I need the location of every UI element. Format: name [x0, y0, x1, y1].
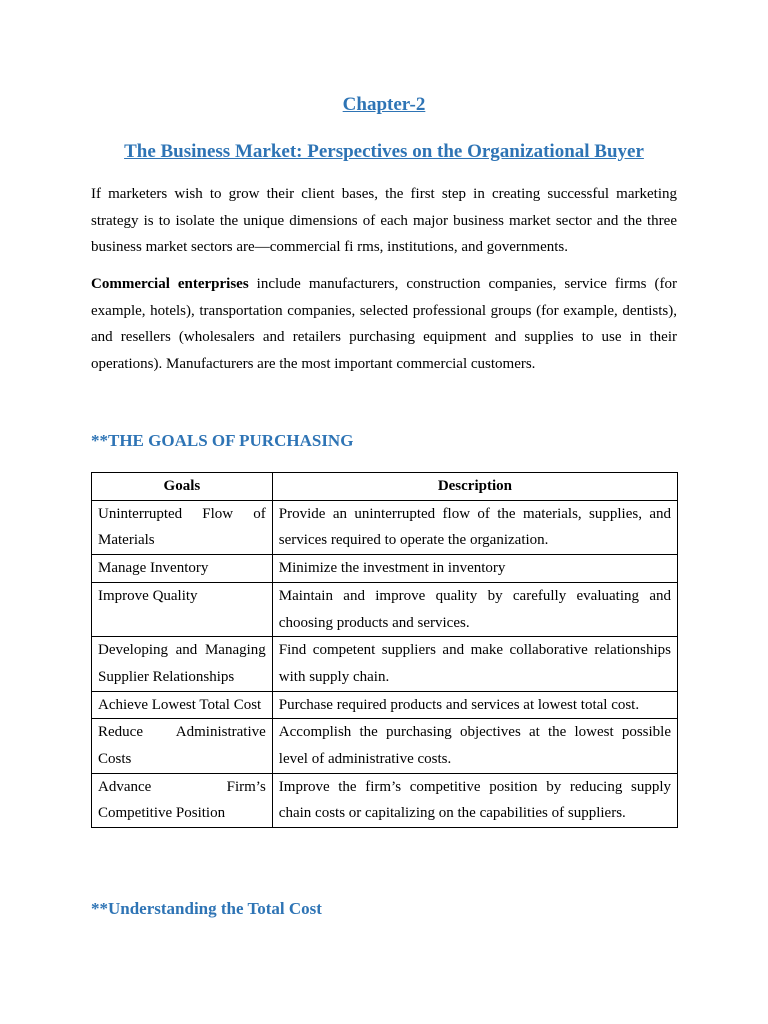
goal-cell: Developing and Managing Supplier Relationships — [92, 637, 273, 691]
commercial-enterprises-term: Commercial enterprises — [91, 276, 249, 292]
description-cell: Minimize the investment in inventory — [272, 555, 677, 583]
goal-cell: Manage Inventory — [92, 555, 273, 583]
description-column-header: Description — [272, 473, 677, 501]
goal-cell: Achieve Lowest Total Cost — [92, 691, 273, 719]
goal-cell: Uninterrupted Flow of Materials — [92, 500, 273, 554]
table-row — [92, 719, 678, 773]
commercial-enterprises-text: include manufacturers, construction companies, service firms (for example, hotels), transportation companies, selected professional groups (for example, dentists), and resellers (wholesalers and retailers purchasing equipment and supplies to use in their operations). Manufacturers are the most important commercial customers. — [91, 276, 678, 373]
goal-cell: Advance Firm’s Competitive Position — [92, 773, 273, 827]
description-cell: Provide an uninterrupted flow of the materials, supplies, and services required to operate the organization. — [272, 500, 677, 554]
table-row — [92, 637, 678, 691]
description-cell: Purchase required products and services at lowest total cost. — [272, 691, 677, 719]
description-cell: Improve the firm’s competitive position by reducing supply chain costs or capitalizing on the capabilities of suppliers. — [272, 773, 677, 827]
table-row — [92, 582, 678, 636]
description-cell: Find competent suppliers and make collaborative relationships with supply chain. — [272, 637, 677, 691]
goals-column-header: Goals — [92, 473, 273, 501]
goals-table — [91, 472, 678, 828]
description-cell: Accomplish the purchasing objectives at the lowest possible level of administrative costs. — [272, 719, 677, 773]
goals-of-purchasing-heading: **THE GOALS OF PURCHASING — [91, 431, 354, 450]
table-row — [92, 773, 678, 827]
description-cell: Maintain and improve quality by carefully evaluating and choosing products and services. — [272, 582, 677, 636]
table-row — [92, 500, 678, 554]
table-row — [92, 555, 678, 583]
table-header-row — [92, 473, 678, 501]
chapter-title: Chapter-2 — [342, 94, 426, 115]
intro-paragraph: If marketers wish to grow their client bases, the first step in creating successful marketing strategy is to isolate the unique dimensions of each major business market sector and the three business market sectors are—commercial fi rms, institutions, and governments. — [91, 186, 677, 256]
commercial-enterprises-paragraph — [91, 271, 677, 378]
total-cost-heading: **Understanding the Total Cost — [91, 899, 322, 918]
document-title: The Business Market: Perspectives on the Organizational Buyer — [124, 141, 644, 162]
goal-cell: Reduce Administrative Costs — [92, 719, 273, 773]
goal-cell: Improve Quality — [92, 582, 273, 636]
table-row — [92, 691, 678, 719]
